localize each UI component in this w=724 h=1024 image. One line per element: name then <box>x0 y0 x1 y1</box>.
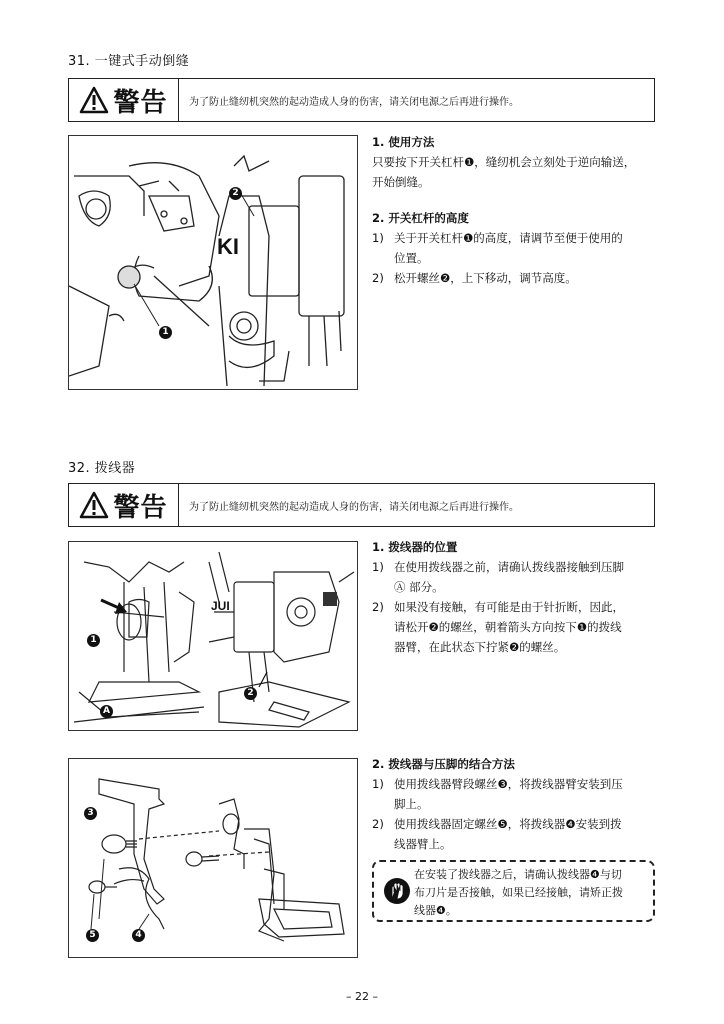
list-number: 1) <box>372 777 384 791</box>
section-31-instructions <box>372 132 672 288</box>
list-item <box>372 814 672 854</box>
list-text: 关于开关杠杆❶的高度，请调节至便于使用的 <box>394 231 623 245</box>
list-item <box>372 774 672 814</box>
caution-hand-icon <box>380 866 414 916</box>
callout-4: 4 <box>132 929 145 942</box>
list-text: 松开螺丝❷，上下移动，调节高度。 <box>394 271 577 285</box>
callout-1: 1 <box>87 634 100 647</box>
list-text: 请松开❷的螺丝，朝着箭头方向按下❶的拨线 <box>394 620 622 634</box>
usage-line-2: 开始倒缝。 <box>372 175 430 189</box>
page-number: – 22 – <box>346 990 378 1003</box>
section-31-title: 31. 一键式手动倒缝 <box>68 54 190 69</box>
brand-logo-fragment: JUI <box>211 599 230 613</box>
warning-triangle-icon <box>79 491 109 519</box>
list-item <box>372 597 672 657</box>
sub-title-wiper-position: 1. 拨线器的位置 <box>372 540 458 554</box>
caution-line: 在安装了拨线器之后，请确认拨线器❹与切 <box>414 868 622 881</box>
callout-2: 2 <box>244 687 257 700</box>
caution-note-text <box>414 866 623 916</box>
list-text: 脚上。 <box>394 797 429 811</box>
warning-triangle-icon <box>79 86 109 114</box>
callout-2: 2 <box>229 187 242 200</box>
wiper-position-illustration <box>69 542 359 732</box>
caution-note <box>372 860 655 922</box>
callout-3: 3 <box>84 807 97 820</box>
section-32-position-instructions <box>372 537 672 657</box>
figure-wiper-position <box>68 541 358 731</box>
list-text: 线器臂上。 <box>394 837 452 851</box>
list-number: 1) <box>372 560 384 574</box>
sub-title-usage: 1. 使用方法 <box>372 135 435 149</box>
caution-line: 线器❹。 <box>414 904 457 917</box>
warning-text: 为了防止缝纫机突然的起动造成人身的伤害，请关闭电源之后再进行操作。 <box>189 96 519 108</box>
list-text: Ⓐ 部分。 <box>394 580 444 594</box>
callout-5: 5 <box>86 929 99 942</box>
caution-line: 布刀片是否接触，如果已经接触，请矫正拨 <box>414 886 623 899</box>
list-number: 2) <box>372 600 384 614</box>
reverse-lever-illustration <box>69 136 359 391</box>
list-number: 2) <box>372 817 384 831</box>
warning-word: 警告 <box>113 492 168 523</box>
list-item <box>372 557 672 597</box>
section-32-title: 32. 拨线器 <box>68 461 136 476</box>
usage-line-1: 只要按下开关杠杆❶，缝纫机会立刻处于逆向输送， <box>372 155 636 169</box>
callout-1: 1 <box>159 326 172 339</box>
list-text: 使用拨线器固定螺丝❺，将拨线器❹安装到拨 <box>394 817 622 831</box>
sub-title-height: 2. 开关杠杆的高度 <box>372 211 469 225</box>
warning-box-31 <box>68 78 655 122</box>
sub-title-wiper-assembly: 2. 拨线器与压脚的结合方法 <box>372 757 515 771</box>
wiper-assembly-illustration <box>69 759 359 959</box>
figure-wiper-assembly <box>68 758 358 958</box>
list-text: 位置。 <box>394 251 429 265</box>
figure-reverse-lever <box>68 135 358 390</box>
brand-logo-fragment: KI <box>217 234 239 259</box>
warning-label <box>69 79 179 121</box>
warning-text: 为了防止缝纫机突然的起动造成人身的伤害，请关闭电源之后再进行操作。 <box>189 501 519 513</box>
warning-box-32 <box>68 483 655 527</box>
list-number: 2) <box>372 271 384 285</box>
list-item <box>372 228 672 268</box>
warning-label <box>69 484 179 526</box>
list-text: 如果没有接触，有可能是由于针折断，因此， <box>394 600 624 614</box>
list-text: 器臂，在此状态下拧紧❷的螺丝。 <box>394 640 566 654</box>
list-number: 1) <box>372 231 384 245</box>
warning-word: 警告 <box>113 87 168 118</box>
list-text: 在使用拨线器之前，请确认拨线器接触到压脚 <box>394 560 624 574</box>
section-32-assembly-instructions <box>372 754 672 854</box>
list-text: 使用拨线器臂段螺丝❸，将拨线器臂安装到压 <box>394 777 623 791</box>
callout-A: A <box>100 705 113 718</box>
list-item <box>372 268 672 288</box>
